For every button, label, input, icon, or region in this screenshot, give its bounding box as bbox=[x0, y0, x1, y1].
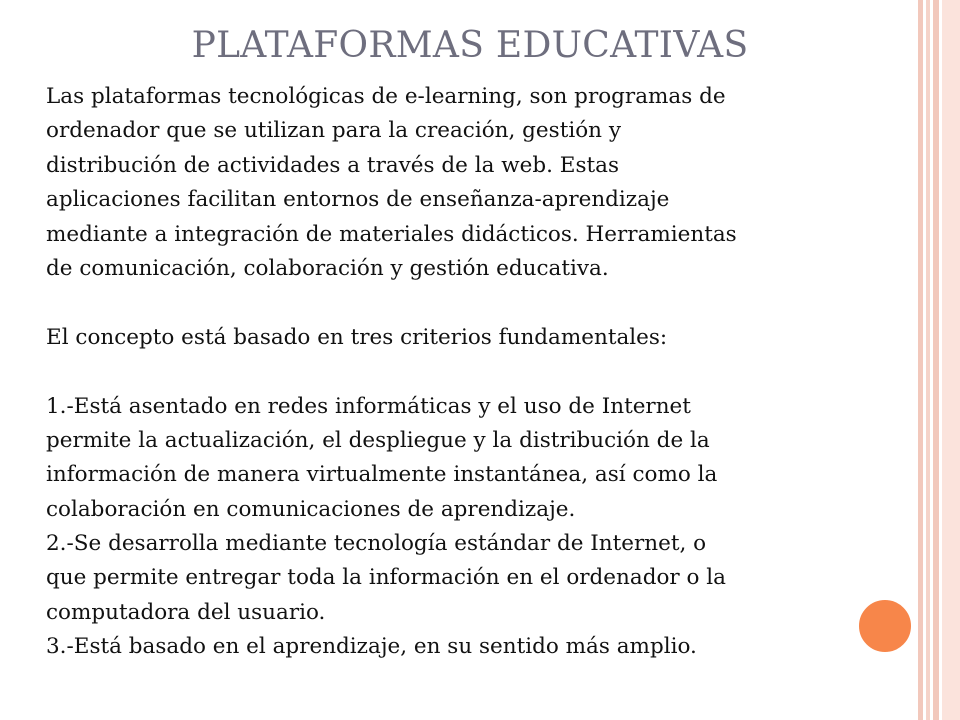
decorative-stripe bbox=[933, 0, 939, 720]
text-line: aplicaciones facilitan entornos de enseñanza-aprendizaje bbox=[46, 187, 670, 213]
text-line: Las plataformas tecnológicas de e-learning, son programas de bbox=[46, 84, 726, 109]
text-line: mediante a integración de materiales didácticos. Herramientas bbox=[46, 221, 737, 247]
text-line: computadora del usuario. bbox=[46, 599, 326, 625]
slide-title: PLATAFORMAS EDUCATIVAS bbox=[191, 25, 749, 66]
slide-body bbox=[46, 80, 912, 665]
text-line: información de manera virtualmente instantánea, así como la bbox=[46, 462, 718, 488]
decorative-stripe bbox=[926, 0, 930, 720]
text-line: 2.-Se desarrolla mediante tecnología estándar de Internet, o bbox=[46, 531, 707, 557]
text-line: que permite entregar toda la información en el ordenador o la bbox=[46, 565, 726, 591]
criterion-3 bbox=[46, 630, 912, 664]
decorative-stripe bbox=[918, 0, 923, 720]
criteria-intro: El concepto está basado en tres criterios fundamentales: bbox=[46, 324, 668, 350]
decorative-stripe bbox=[942, 0, 960, 720]
text-line: colaboración en comunicaciones de aprendizaje. bbox=[46, 496, 576, 522]
text-line: ordenador que se utilizan para la creación, gestión y bbox=[46, 118, 621, 144]
text-line: 1.-Está asentado en redes informáticas y el uso de Internet bbox=[46, 393, 691, 419]
text-line: permite la actualización, el despliegue y la distribución de la bbox=[46, 427, 710, 453]
spacer bbox=[46, 355, 912, 389]
text-line: de comunicación, colaboración y gestión educativa. bbox=[46, 255, 609, 281]
definition-paragraph bbox=[46, 80, 912, 286]
decorative-circle bbox=[856, 597, 914, 655]
criterion-2 bbox=[46, 527, 912, 630]
text-line: distribución de actividades a través de la web. Estas bbox=[46, 152, 620, 178]
criterion-1 bbox=[46, 390, 912, 528]
spacer bbox=[46, 286, 912, 320]
text-line: 3.-Está basado en el aprendizaje, en su sentido más amplio. bbox=[46, 634, 697, 660]
